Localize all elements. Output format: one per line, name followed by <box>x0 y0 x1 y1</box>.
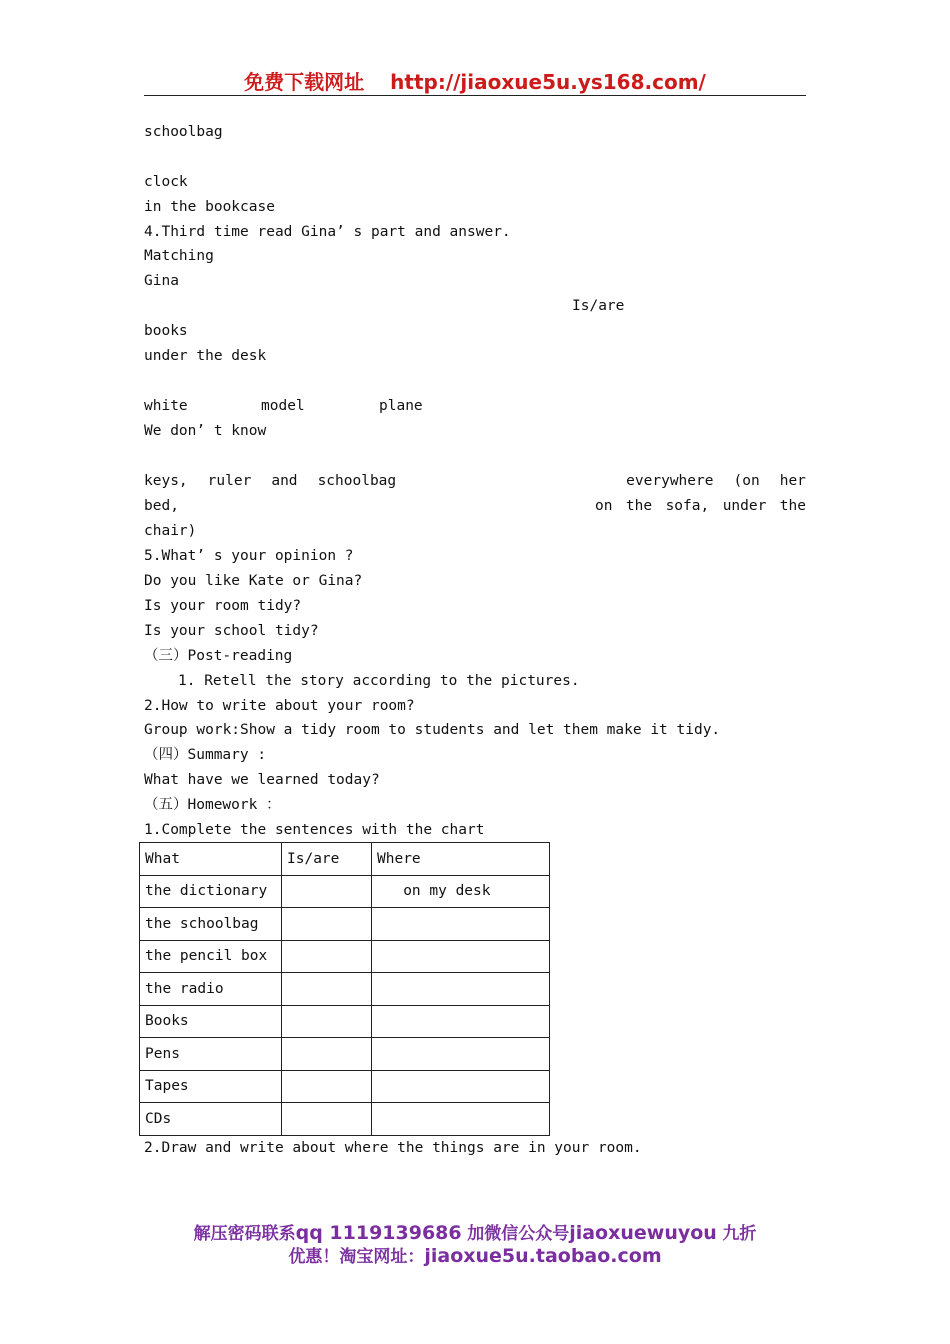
homework-chart <box>139 842 550 1136</box>
footer-qq: qq 1119139686 <box>295 1222 462 1244</box>
text-dont-know: We don’ t know <box>144 423 267 439</box>
table-cell: the pencil box <box>140 940 282 973</box>
table-cell: the dictionary <box>140 875 282 908</box>
text-plane: plane <box>379 398 423 414</box>
section-summary: （四）Summary : <box>144 747 267 763</box>
footer-text: 解压密码联系 <box>193 1224 296 1244</box>
question-like: Do you like Kate or Gina? <box>144 573 363 589</box>
question-school: Is your school tidy? <box>144 623 319 639</box>
section-homework: （五）Homework ： <box>144 797 281 813</box>
table-cell <box>282 1070 372 1103</box>
word: her <box>779 473 806 489</box>
word: schoolbag <box>317 473 397 489</box>
text-schoolbag: schoolbag <box>144 124 223 140</box>
text-books: books <box>144 323 188 339</box>
text-clock: clock <box>144 174 188 190</box>
word: under <box>722 498 767 514</box>
text-chair: chair) <box>144 523 197 539</box>
table-row <box>140 1005 550 1038</box>
step-5-heading: 5.What’ s your opinion ? <box>144 548 354 564</box>
word: the <box>625 498 653 514</box>
column-header: Is/are <box>282 843 372 876</box>
table-cell <box>282 1103 372 1136</box>
footer-line-2 <box>0 1242 950 1267</box>
table-header-row <box>140 843 550 876</box>
table-cell <box>282 908 372 941</box>
footer-text: 加微信公众号 <box>467 1224 570 1244</box>
footer-text: 九折 <box>722 1224 757 1244</box>
keys-row <box>144 471 806 491</box>
table-cell <box>372 1005 550 1038</box>
column-header: What <box>140 843 282 876</box>
word: the <box>779 498 806 514</box>
text-white: white <box>144 398 188 414</box>
table-cell <box>372 1038 550 1071</box>
word: on <box>595 498 613 514</box>
column-header: Where <box>372 843 550 876</box>
table-row <box>140 973 550 1006</box>
homework-item-1: 1.Complete the sentences with the chart <box>144 822 485 838</box>
step-4-heading: 4.Third time read Gina’ s part and answer. <box>144 224 511 240</box>
table-cell: CDs <box>140 1103 282 1136</box>
table-cell <box>282 875 372 908</box>
footer-taobao-link[interactable]: jiaoxue5u.taobao.com <box>424 1245 662 1267</box>
table-cell <box>282 973 372 1006</box>
group-work-item: Group work:Show a tidy room to students and let them make it tidy. <box>144 722 721 738</box>
homework-item-2: 2.Draw and write about where the things are in your room. <box>144 1140 642 1156</box>
footer-text: 优惠！淘宝网址： <box>288 1247 425 1267</box>
page-header <box>144 66 806 96</box>
table-row <box>140 1103 550 1136</box>
table-row <box>140 1038 550 1071</box>
table-cell: the radio <box>140 973 282 1006</box>
word: sofa, <box>665 498 710 514</box>
text-bed: bed, <box>144 498 179 514</box>
table-row <box>140 908 550 941</box>
table-cell <box>282 940 372 973</box>
table-cell <box>372 940 550 973</box>
footer-wechat: jiaoxuewuyou <box>569 1222 717 1244</box>
word: everywhere <box>626 473 714 489</box>
table-cell: Books <box>140 1005 282 1038</box>
bed-row-right <box>595 496 806 516</box>
table-cell: on my desk <box>372 875 550 908</box>
table-cell <box>282 1005 372 1038</box>
text-in-bookcase: in the bookcase <box>144 199 275 215</box>
table-row <box>140 1070 550 1103</box>
text-under-desk: under the desk <box>144 348 267 364</box>
table-cell <box>372 973 550 1006</box>
text-model: model <box>261 398 305 414</box>
question-room: Is your room tidy? <box>144 598 302 614</box>
section-post-reading: （三）Post-reading <box>144 648 293 664</box>
table-cell: Tapes <box>140 1070 282 1103</box>
table-cell <box>372 1103 550 1136</box>
table-cell: the schoolbag <box>140 908 282 941</box>
table-row <box>140 940 550 973</box>
retell-item: 1. Retell the story according to the pictures. <box>178 673 580 689</box>
table-cell <box>282 1038 372 1071</box>
how-write-item: 2.How to write about your room? <box>144 698 415 714</box>
word: keys, <box>144 473 188 489</box>
header-url-link[interactable]: http://jiaoxue5u.ys168.com/ <box>390 70 706 94</box>
header-label: 免费下载网址 <box>244 70 365 94</box>
table-cell: Pens <box>140 1038 282 1071</box>
table-row <box>140 875 550 908</box>
table-cell <box>372 1070 550 1103</box>
text-isare-column: Is/are <box>572 298 625 314</box>
table-cell <box>372 908 550 941</box>
word: ruler <box>207 473 252 489</box>
text-matching: Matching <box>144 248 214 264</box>
word: and <box>271 473 298 489</box>
text-gina: Gina <box>144 273 179 289</box>
word: (on <box>733 473 760 489</box>
summary-question: What have we learned today? <box>144 772 380 788</box>
footer-line-1 <box>0 1219 950 1244</box>
